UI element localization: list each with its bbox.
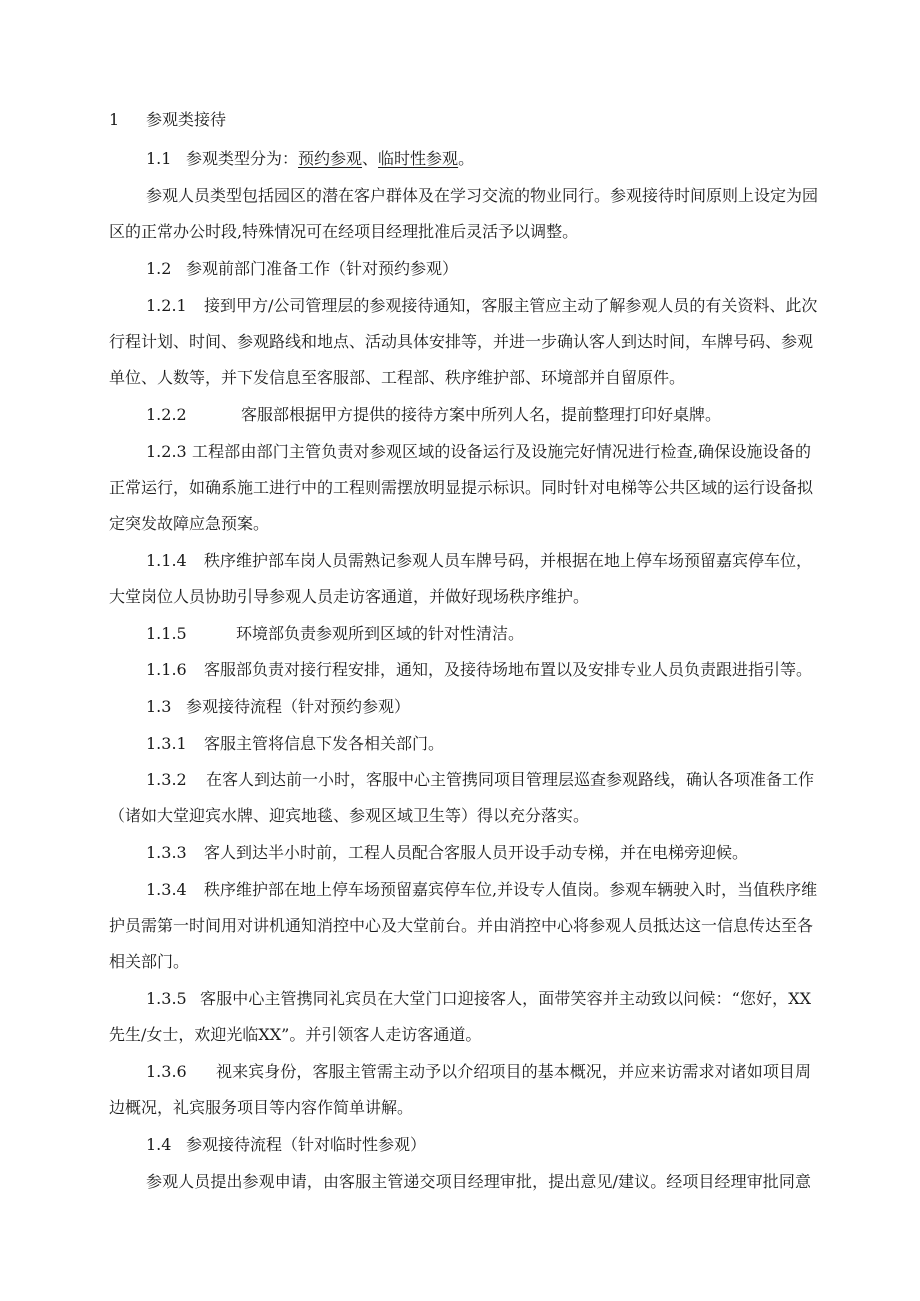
section-1-2 [0, 253, 920, 285]
types-separator: 、 [362, 149, 379, 168]
section-number: 1.4 [146, 1135, 172, 1154]
section-text: 秩序维护部车岗人员需熟记参观人员车牌号码，并根据在地上停车场预留嘉宾停车位， [204, 551, 813, 570]
section-text: 秩序维护部在地上停车场预留嘉宾停车位,并设专人值岗。参观车辆驶入时，当值秩序维 [204, 880, 818, 899]
section-text: 参观前部门准备工作（针对预约参观） [186, 259, 459, 278]
section-1-1-5 [0, 618, 920, 650]
section-number: 1.2.3 [146, 442, 187, 461]
heading-number: 1 [109, 110, 120, 129]
section-number: 1.3.2 [146, 770, 187, 789]
section-text: 客服部根据甲方提供的接待方案中所列人名，提前整理打印好桌牌。 [241, 405, 722, 424]
paragraph-line [0, 326, 920, 358]
paragraph-text: 相关部门。 [109, 952, 190, 971]
section-number: 1.1 [146, 149, 172, 168]
section-text: 客服主管将信息下发各相关部门。 [204, 734, 445, 753]
section-heading [0, 104, 920, 136]
section-text: 接到甲方/公司管理层的参观接待通知，客服主管应主动了解参观人员的有关资料、此次 [204, 296, 818, 315]
paragraph-line [0, 1019, 920, 1051]
heading-title: 参观类接待 [146, 110, 227, 129]
paragraph-line [0, 472, 920, 504]
section-1-3-2 [0, 764, 920, 796]
paragraph-line [0, 800, 920, 832]
paragraph-line [0, 946, 920, 978]
section-1-3-5 [0, 983, 920, 1015]
section-1-1 [0, 143, 920, 175]
section-1-1-4 [0, 545, 920, 577]
paragraph-text: 行程计划、时间、参观路线和地点、活动具体安排等，并进一步确认客人到达时间，车牌号码、参观 [109, 332, 814, 351]
types-end: 。 [458, 149, 475, 168]
paragraph-text: 单位、人数等，并下发信息至客服部、工程部、秩序维护部、环境部并自留原件。 [109, 368, 686, 387]
section-number: 1.1.6 [146, 660, 187, 679]
paragraph-text: （诸如大堂迎宾水牌、迎宾地毯、参观区域卫生等）得以充分落实。 [109, 806, 590, 825]
paragraph-line [0, 216, 920, 248]
paragraph-text: 参观人员提出参观申请，由客服主管递交项目经理审批，提出意见/建议。经项目经理审批同意 [146, 1172, 811, 1191]
paragraph-text: 定突发故障应急预案。 [109, 514, 270, 533]
paragraph-text: 大堂岗位人员协助引导参观人员走访客通道，并做好现场秩序维护。 [109, 587, 590, 606]
type-reserved-visit: 预约参观 [298, 149, 363, 168]
section-1-3 [0, 691, 920, 723]
section-text: 客服部负责对接行程安排，通知，及接待场地布置以及安排专业人员负责跟进指引等。 [204, 660, 813, 679]
paragraph-line [0, 1166, 920, 1198]
section-text: 工程部由部门主管负责对参观区域的设备运行及设施完好情况进行检查,确保设施设备的 [192, 442, 811, 461]
paragraph-line [0, 1092, 920, 1124]
section-text: 环境部负责参观所到区域的针对性清洁。 [236, 624, 525, 643]
section-text [186, 143, 474, 175]
section-text: 客人到达半小时前，工程人员配合客服人员开设手动专梯，并在电梯旁迎候。 [204, 843, 749, 862]
section-1-2-3 [0, 436, 920, 468]
section-1-3-1 [0, 728, 920, 760]
section-number: 1.1.4 [146, 551, 187, 570]
section-text: 视来宾身份，客服主管需主动予以介绍项目的基本概况，并应来访需求对诸如项目周 [216, 1062, 811, 1081]
paragraph-text: 先生/女士，欢迎光临XX”。并引领客人走访客通道。 [109, 1025, 482, 1044]
paragraph-line [0, 581, 920, 613]
paragraph-line [0, 362, 920, 394]
section-number: 1.3.4 [146, 880, 187, 899]
paragraph-text: 区的正常办公时段,特殊情况可在经项目经理批准后灵活予以调整。 [109, 222, 579, 241]
section-number: 1.2.1 [146, 296, 187, 315]
paragraph-line [0, 508, 920, 540]
section-1-2-1 [0, 290, 920, 322]
paragraph-line [0, 910, 920, 942]
paragraph-text: 护员需第一时间用对讲机通知消控中心及大堂前台。并由消控中心将参观人员抵达这一信息传达至各 [109, 916, 814, 935]
section-1-3-3 [0, 837, 920, 869]
paragraph-text: 边概况，礼宾服务项目等内容作简单讲解。 [109, 1098, 414, 1117]
type-temporary-visit: 临时性参观 [378, 149, 459, 168]
section-1-4 [0, 1129, 920, 1161]
section-1-1-6 [0, 654, 920, 686]
section-number: 1.3.1 [146, 734, 187, 753]
paragraph-text: 正常运行，如确系施工进行中的工程则需摆放明显提示标识。同时针对电梯等公共区域的运行设备拟 [109, 478, 814, 497]
types-prefix: 参观类型分为： [186, 149, 299, 168]
section-number: 1.3.5 [146, 989, 187, 1008]
section-text: 参观接待流程（针对临时性参观） [186, 1135, 427, 1154]
section-text: 客服中心主管携同礼宾员在大堂门口迎接客人，面带笑容并主动致以问候：“您好，XX [200, 989, 811, 1008]
section-number: 1.2 [146, 259, 172, 278]
paragraph-text: 参观人员类型包括园区的潜在客户群体及在学习交流的物业同行。参观接待时间原则上设定为园 [146, 186, 819, 205]
section-number: 1.3.6 [146, 1062, 187, 1081]
section-1-3-4 [0, 874, 920, 906]
paragraph-line [0, 180, 920, 212]
section-number: 1.3 [146, 697, 172, 716]
section-1-3-6 [0, 1056, 920, 1088]
section-text: 在客人到达前一小时，客服中心主管携同项目管理层巡查参观路线，确认各项准备工作 [206, 770, 815, 789]
section-1-2-2 [0, 399, 920, 431]
section-number: 1.2.2 [146, 405, 187, 424]
section-number: 1.3.3 [146, 843, 187, 862]
section-number: 1.1.5 [146, 624, 187, 643]
section-text: 参观接待流程（针对预约参观） [186, 697, 411, 716]
